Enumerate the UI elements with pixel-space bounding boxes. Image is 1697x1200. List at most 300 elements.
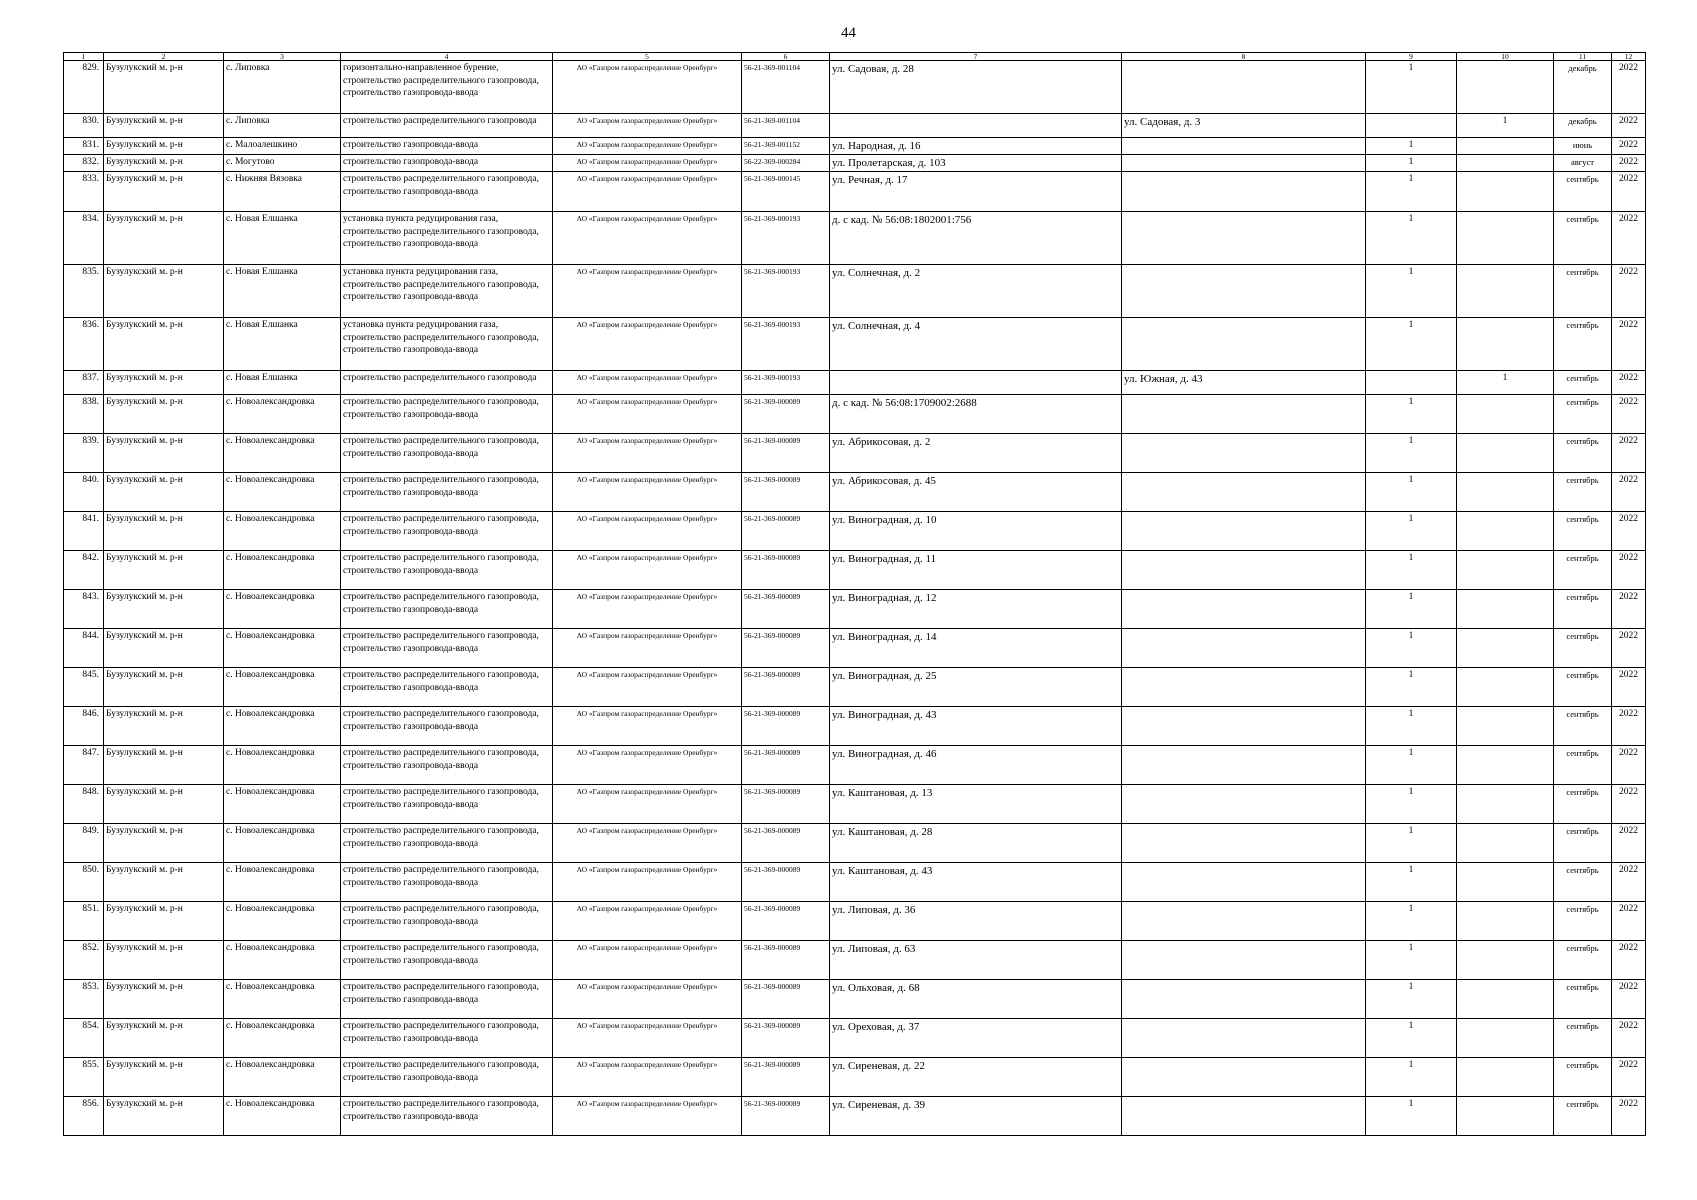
work-type-cell: строительство распределительного газопровода, строительство газопровода-ввода: [341, 1058, 553, 1097]
month-cell: август: [1554, 155, 1612, 172]
month-cell: сентябрь: [1554, 395, 1612, 434]
count-cell: 1: [1366, 473, 1457, 512]
count-cell: 1: [1366, 318, 1457, 371]
count-alt-cell: [1457, 1058, 1554, 1097]
row-number: 830.: [64, 114, 104, 138]
address-cell: ул. Виноградная, д. 11: [830, 551, 1122, 590]
address-cell: [830, 371, 1122, 395]
column-header: 11: [1554, 53, 1612, 61]
month-cell: сентябрь: [1554, 265, 1612, 318]
organization-cell: АО «Газпром газораспределение Оренбург»: [553, 551, 742, 590]
address-cell: ул. Виноградная, д. 12: [830, 590, 1122, 629]
row-number: 845.: [64, 668, 104, 707]
work-type-cell: строительство распределительного газопровода, строительство газопровода-ввода: [341, 746, 553, 785]
column-header: 4: [341, 53, 553, 61]
code-cell: 56-21-369-000089: [742, 590, 830, 629]
count-alt-cell: [1457, 824, 1554, 863]
district-cell: Бузулукский м. р-н: [104, 114, 224, 138]
address-cell: ул. Сиреневая, д. 22: [830, 1058, 1122, 1097]
organization-cell: АО «Газпром газораспределение Оренбург»: [553, 629, 742, 668]
year-cell: 2022: [1612, 371, 1646, 395]
work-type-cell: строительство распределительного газопровода: [341, 371, 553, 395]
row-number: 834.: [64, 212, 104, 265]
address-cell: [830, 114, 1122, 138]
table-row: [64, 707, 1646, 746]
district-cell: Бузулукский м. р-н: [104, 1058, 224, 1097]
count-cell: 1: [1366, 590, 1457, 629]
row-number: 850.: [64, 863, 104, 902]
address-alt-cell: [1122, 902, 1366, 941]
work-type-cell: строительство распределительного газопровода, строительство газопровода-ввода: [341, 707, 553, 746]
organization-cell: АО «Газпром газораспределение Оренбург»: [553, 707, 742, 746]
address-cell: д. с кад. № 56:08:1709002:2688: [830, 395, 1122, 434]
row-number: 852.: [64, 941, 104, 980]
month-cell: сентябрь: [1554, 172, 1612, 212]
organization-cell: АО «Газпром газораспределение Оренбург»: [553, 824, 742, 863]
work-type-cell: строительство распределительного газопровода, строительство газопровода-ввода: [341, 590, 553, 629]
column-header: 7: [830, 53, 1122, 61]
month-cell: декабрь: [1554, 114, 1612, 138]
table-row: [64, 265, 1646, 318]
month-cell: сентябрь: [1554, 371, 1612, 395]
count-alt-cell: [1457, 785, 1554, 824]
code-cell: 56-21-369-000089: [742, 434, 830, 473]
count-alt-cell: [1457, 138, 1554, 155]
code-cell: 56-21-369-000193: [742, 265, 830, 318]
count-alt-cell: [1457, 155, 1554, 172]
code-cell: 56-21-369-000089: [742, 473, 830, 512]
organization-cell: АО «Газпром газораспределение Оренбург»: [553, 155, 742, 172]
year-cell: 2022: [1612, 434, 1646, 473]
month-cell: сентябрь: [1554, 863, 1612, 902]
table-row: [64, 395, 1646, 434]
address-alt-cell: [1122, 590, 1366, 629]
address-cell: ул. Пролетарская, д. 103: [830, 155, 1122, 172]
year-cell: 2022: [1612, 902, 1646, 941]
work-type-cell: строительство распределительного газопровода, строительство газопровода-ввода: [341, 551, 553, 590]
table-row: [64, 155, 1646, 172]
work-type-cell: строительство распределительного газопровода, строительство газопровода-ввода: [341, 902, 553, 941]
work-type-cell: строительство распределительного газопровода, строительство газопровода-ввода: [341, 785, 553, 824]
page-number: 44: [841, 25, 856, 41]
code-cell: 56-21-369-000089: [742, 746, 830, 785]
count-cell: 1: [1366, 512, 1457, 551]
organization-cell: АО «Газпром газораспределение Оренбург»: [553, 371, 742, 395]
year-cell: 2022: [1612, 668, 1646, 707]
organization-cell: АО «Газпром газораспределение Оренбург»: [553, 980, 742, 1019]
month-cell: сентябрь: [1554, 590, 1612, 629]
address-cell: ул. Виноградная, д. 25: [830, 668, 1122, 707]
count-cell: 1: [1366, 902, 1457, 941]
district-cell: Бузулукский м. р-н: [104, 155, 224, 172]
district-cell: Бузулукский м. р-н: [104, 512, 224, 551]
code-cell: 56-21-369-000089: [742, 629, 830, 668]
table-row: [64, 473, 1646, 512]
table-row: [64, 824, 1646, 863]
count-alt-cell: [1457, 902, 1554, 941]
row-number: 843.: [64, 590, 104, 629]
address-cell: ул. Солнечная, д. 2: [830, 265, 1122, 318]
count-alt-cell: [1457, 61, 1554, 114]
count-alt-cell: [1457, 941, 1554, 980]
code-cell: 56-21-369-000089: [742, 863, 830, 902]
address-alt-cell: [1122, 707, 1366, 746]
table-row: [64, 318, 1646, 371]
month-cell: сентябрь: [1554, 980, 1612, 1019]
month-cell: сентябрь: [1554, 824, 1612, 863]
count-alt-cell: [1457, 395, 1554, 434]
year-cell: 2022: [1612, 114, 1646, 138]
table-row: [64, 863, 1646, 902]
table-body: [64, 61, 1646, 1136]
district-cell: Бузулукский м. р-н: [104, 395, 224, 434]
count-alt-cell: [1457, 318, 1554, 371]
table-row: [64, 371, 1646, 395]
row-number: 837.: [64, 371, 104, 395]
district-cell: Бузулукский м. р-н: [104, 668, 224, 707]
address-alt-cell: [1122, 318, 1366, 371]
settlement-cell: с. Могутово: [224, 155, 341, 172]
count-cell: 1: [1366, 395, 1457, 434]
count-cell: 1: [1366, 155, 1457, 172]
address-alt-cell: [1122, 551, 1366, 590]
district-cell: Бузулукский м. р-н: [104, 980, 224, 1019]
work-type-cell: строительство распределительного газопровода, строительство газопровода-ввода: [341, 473, 553, 512]
address-alt-cell: ул. Садовая, д. 3: [1122, 114, 1366, 138]
row-number: 839.: [64, 434, 104, 473]
column-header: 12: [1612, 53, 1646, 61]
year-cell: 2022: [1612, 265, 1646, 318]
settlement-cell: с. Новоалександровка: [224, 746, 341, 785]
district-cell: Бузулукский м. р-н: [104, 434, 224, 473]
work-type-cell: строительство распределительного газопровода, строительство газопровода-ввода: [341, 1019, 553, 1058]
count-cell: 1: [1366, 668, 1457, 707]
district-cell: Бузулукский м. р-н: [104, 785, 224, 824]
address-cell: ул. Виноградная, д. 14: [830, 629, 1122, 668]
count-cell: 1: [1366, 1058, 1457, 1097]
address-cell: ул. Липовая, д. 63: [830, 941, 1122, 980]
district-cell: Бузулукский м. р-н: [104, 629, 224, 668]
settlement-cell: с. Новоалександровка: [224, 434, 341, 473]
table-row: [64, 1019, 1646, 1058]
address-cell: ул. Ольховая, д. 68: [830, 980, 1122, 1019]
address-alt-cell: [1122, 138, 1366, 155]
code-cell: 56-21-369-000089: [742, 1097, 830, 1136]
column-header: 3: [224, 53, 341, 61]
count-alt-cell: [1457, 629, 1554, 668]
count-alt-cell: 1: [1457, 371, 1554, 395]
settlement-cell: с. Новоалександровка: [224, 1019, 341, 1058]
address-cell: ул. Каштановая, д. 43: [830, 863, 1122, 902]
column-header: 10: [1457, 53, 1554, 61]
district-cell: Бузулукский м. р-н: [104, 707, 224, 746]
address-cell: ул. Виноградная, д. 43: [830, 707, 1122, 746]
month-cell: сентябрь: [1554, 785, 1612, 824]
row-number: 838.: [64, 395, 104, 434]
code-cell: 56-21-369-001104: [742, 114, 830, 138]
year-cell: 2022: [1612, 707, 1646, 746]
code-cell: 56-21-369-000089: [742, 824, 830, 863]
row-number: 846.: [64, 707, 104, 746]
code-cell: 56-21-369-000089: [742, 707, 830, 746]
address-alt-cell: [1122, 512, 1366, 551]
district-cell: Бузулукский м. р-н: [104, 746, 224, 785]
column-header: 1: [64, 53, 104, 61]
organization-cell: АО «Газпром газораспределение Оренбург»: [553, 902, 742, 941]
settlement-cell: с. Новоалександровка: [224, 512, 341, 551]
address-alt-cell: [1122, 265, 1366, 318]
table-row: [64, 114, 1646, 138]
address-alt-cell: [1122, 1097, 1366, 1136]
table-row: [64, 212, 1646, 265]
row-number: 856.: [64, 1097, 104, 1136]
code-cell: 56-21-369-000089: [742, 980, 830, 1019]
district-cell: Бузулукский м. р-н: [104, 590, 224, 629]
row-number: 831.: [64, 138, 104, 155]
settlement-cell: с. Новая Елшанка: [224, 371, 341, 395]
count-cell: 1: [1366, 1097, 1457, 1136]
organization-cell: АО «Газпром газораспределение Оренбург»: [553, 1019, 742, 1058]
organization-cell: АО «Газпром газораспределение Оренбург»: [553, 265, 742, 318]
organization-cell: АО «Газпром газораспределение Оренбург»: [553, 138, 742, 155]
district-cell: Бузулукский м. р-н: [104, 1019, 224, 1058]
settlement-cell: с. Новоалександровка: [224, 980, 341, 1019]
work-type-cell: строительство распределительного газопровода, строительство газопровода-ввода: [341, 512, 553, 551]
address-cell: ул. Сиреневая, д. 39: [830, 1097, 1122, 1136]
work-type-cell: строительство газопровода-ввода: [341, 155, 553, 172]
code-cell: 56-21-369-001152: [742, 138, 830, 155]
work-type-cell: строительство распределительного газопровода, строительство газопровода-ввода: [341, 629, 553, 668]
address-cell: ул. Каштановая, д. 28: [830, 824, 1122, 863]
year-cell: 2022: [1612, 590, 1646, 629]
month-cell: декабрь: [1554, 61, 1612, 114]
month-cell: сентябрь: [1554, 902, 1612, 941]
address-cell: ул. Народная, д. 16: [830, 138, 1122, 155]
work-type-cell: установка пункта редуцирования газа, строительство распределительного газопровода, строительство газопровода-ввода: [341, 265, 553, 318]
month-cell: сентябрь: [1554, 1019, 1612, 1058]
year-cell: 2022: [1612, 785, 1646, 824]
table-row: [64, 1097, 1646, 1136]
address-alt-cell: [1122, 863, 1366, 902]
table-row: [64, 746, 1646, 785]
count-cell: 1: [1366, 172, 1457, 212]
count-cell: 1: [1366, 551, 1457, 590]
count-cell: 1: [1366, 61, 1457, 114]
settlement-cell: с. Липовка: [224, 114, 341, 138]
table-row: [64, 629, 1646, 668]
address-cell: ул. Солнечная, д. 4: [830, 318, 1122, 371]
district-cell: Бузулукский м. р-н: [104, 473, 224, 512]
settlement-cell: с. Новоалександровка: [224, 863, 341, 902]
gasification-table: [63, 52, 1646, 1136]
work-type-cell: строительство распределительного газопровода: [341, 114, 553, 138]
month-cell: сентябрь: [1554, 1058, 1612, 1097]
work-type-cell: горизонтально-направленное бурение, строительство распределительного газопровода, строительство газопровода-ввода: [341, 61, 553, 114]
organization-cell: АО «Газпром газораспределение Оренбург»: [553, 172, 742, 212]
count-cell: 1: [1366, 1019, 1457, 1058]
year-cell: 2022: [1612, 155, 1646, 172]
row-number: 836.: [64, 318, 104, 371]
table-row: [64, 980, 1646, 1019]
column-header: 6: [742, 53, 830, 61]
address-alt-cell: ул. Южная, д. 43: [1122, 371, 1366, 395]
column-header: 5: [553, 53, 742, 61]
code-cell: 56-21-369-000089: [742, 785, 830, 824]
row-number: 855.: [64, 1058, 104, 1097]
year-cell: 2022: [1612, 212, 1646, 265]
count-cell: 1: [1366, 980, 1457, 1019]
district-cell: Бузулукский м. р-н: [104, 212, 224, 265]
address-alt-cell: [1122, 473, 1366, 512]
address-alt-cell: [1122, 941, 1366, 980]
address-cell: д. с кад. № 56:08:1802001:756: [830, 212, 1122, 265]
row-number: 844.: [64, 629, 104, 668]
settlement-cell: с. Новая Елшанка: [224, 212, 341, 265]
organization-cell: АО «Газпром газораспределение Оренбург»: [553, 863, 742, 902]
count-cell: 1: [1366, 212, 1457, 265]
year-cell: 2022: [1612, 980, 1646, 1019]
code-cell: 56-21-369-000193: [742, 371, 830, 395]
month-cell: сентябрь: [1554, 707, 1612, 746]
count-alt-cell: [1457, 668, 1554, 707]
settlement-cell: с. Нижняя Вязовка: [224, 172, 341, 212]
address-alt-cell: [1122, 172, 1366, 212]
count-alt-cell: [1457, 1097, 1554, 1136]
district-cell: Бузулукский м. р-н: [104, 265, 224, 318]
month-cell: сентябрь: [1554, 318, 1612, 371]
count-cell: 1: [1366, 785, 1457, 824]
code-cell: 56-21-369-000089: [742, 902, 830, 941]
count-alt-cell: [1457, 434, 1554, 473]
district-cell: Бузулукский м. р-н: [104, 902, 224, 941]
district-cell: Бузулукский м. р-н: [104, 318, 224, 371]
table-row: [64, 138, 1646, 155]
settlement-cell: с. Малоалешкино: [224, 138, 341, 155]
code-cell: 56-21-369-000089: [742, 941, 830, 980]
count-cell: 1: [1366, 863, 1457, 902]
work-type-cell: строительство распределительного газопровода, строительство газопровода-ввода: [341, 395, 553, 434]
code-cell: 56-22-369-000284: [742, 155, 830, 172]
address-alt-cell: [1122, 668, 1366, 707]
settlement-cell: с. Новоалександровка: [224, 629, 341, 668]
year-cell: 2022: [1612, 512, 1646, 551]
row-number: 841.: [64, 512, 104, 551]
count-alt-cell: [1457, 1019, 1554, 1058]
month-cell: сентябрь: [1554, 941, 1612, 980]
settlement-cell: с. Новоалександровка: [224, 941, 341, 980]
row-number: 829.: [64, 61, 104, 114]
address-cell: ул. Виноградная, д. 46: [830, 746, 1122, 785]
year-cell: 2022: [1612, 1019, 1646, 1058]
year-cell: 2022: [1612, 395, 1646, 434]
count-alt-cell: [1457, 512, 1554, 551]
month-cell: сентябрь: [1554, 473, 1612, 512]
month-cell: сентябрь: [1554, 668, 1612, 707]
settlement-cell: с. Новоалександровка: [224, 1097, 341, 1136]
count-alt-cell: 1: [1457, 114, 1554, 138]
address-cell: ул. Липовая, д. 36: [830, 902, 1122, 941]
count-alt-cell: [1457, 863, 1554, 902]
month-cell: сентябрь: [1554, 434, 1612, 473]
code-cell: 56-21-369-000193: [742, 212, 830, 265]
code-cell: 56-21-369-000089: [742, 1058, 830, 1097]
district-cell: Бузулукский м. р-н: [104, 61, 224, 114]
organization-cell: АО «Газпром газораспределение Оренбург»: [553, 473, 742, 512]
work-type-cell: строительство распределительного газопровода, строительство газопровода-ввода: [341, 434, 553, 473]
address-alt-cell: [1122, 824, 1366, 863]
count-alt-cell: [1457, 172, 1554, 212]
address-alt-cell: [1122, 1058, 1366, 1097]
table-row: [64, 668, 1646, 707]
organization-cell: АО «Газпром газораспределение Оренбург»: [553, 668, 742, 707]
settlement-cell: с. Липовка: [224, 61, 341, 114]
code-cell: 56-21-369-000089: [742, 512, 830, 551]
year-cell: 2022: [1612, 61, 1646, 114]
count-cell: 1: [1366, 824, 1457, 863]
year-cell: 2022: [1612, 172, 1646, 212]
column-number-row: [64, 53, 1646, 61]
table-row: [64, 551, 1646, 590]
settlement-cell: с. Новоалександровка: [224, 902, 341, 941]
district-cell: Бузулукский м. р-н: [104, 824, 224, 863]
month-cell: июнь: [1554, 138, 1612, 155]
code-cell: 56-21-369-000089: [742, 395, 830, 434]
count-alt-cell: [1457, 746, 1554, 785]
table-row: [64, 172, 1646, 212]
settlement-cell: с. Новоалександровка: [224, 668, 341, 707]
count-alt-cell: [1457, 212, 1554, 265]
month-cell: сентябрь: [1554, 629, 1612, 668]
work-type-cell: строительство распределительного газопровода, строительство газопровода-ввода: [341, 668, 553, 707]
count-cell: [1366, 371, 1457, 395]
year-cell: 2022: [1612, 824, 1646, 863]
district-cell: Бузулукский м. р-н: [104, 138, 224, 155]
address-alt-cell: [1122, 61, 1366, 114]
settlement-cell: с. Новоалександровка: [224, 551, 341, 590]
district-cell: Бузулукский м. р-н: [104, 551, 224, 590]
work-type-cell: строительство газопровода-ввода: [341, 138, 553, 155]
count-alt-cell: [1457, 707, 1554, 746]
year-cell: 2022: [1612, 941, 1646, 980]
address-alt-cell: [1122, 980, 1366, 1019]
count-cell: 1: [1366, 746, 1457, 785]
settlement-cell: с. Новая Елшанка: [224, 265, 341, 318]
month-cell: сентябрь: [1554, 212, 1612, 265]
code-cell: 56-21-369-000145: [742, 172, 830, 212]
row-number: 835.: [64, 265, 104, 318]
address-cell: ул. Каштановая, д. 13: [830, 785, 1122, 824]
year-cell: 2022: [1612, 551, 1646, 590]
row-number: 854.: [64, 1019, 104, 1058]
column-header: 8: [1122, 53, 1366, 61]
table-row: [64, 434, 1646, 473]
row-number: 832.: [64, 155, 104, 172]
address-cell: ул. Ореховая, д. 37: [830, 1019, 1122, 1058]
month-cell: сентябрь: [1554, 551, 1612, 590]
address-cell: ул. Абрикосовая, д. 2: [830, 434, 1122, 473]
address-cell: ул. Садовая, д. 28: [830, 61, 1122, 114]
settlement-cell: с. Новоалександровка: [224, 824, 341, 863]
work-type-cell: строительство распределительного газопровода, строительство газопровода-ввода: [341, 172, 553, 212]
work-type-cell: строительство распределительного газопровода, строительство газопровода-ввода: [341, 863, 553, 902]
organization-cell: АО «Газпром газораспределение Оренбург»: [553, 746, 742, 785]
settlement-cell: с. Новоалександровка: [224, 590, 341, 629]
count-cell: 1: [1366, 265, 1457, 318]
code-cell: 56-21-369-001104: [742, 61, 830, 114]
work-type-cell: строительство распределительного газопровода, строительство газопровода-ввода: [341, 824, 553, 863]
code-cell: 56-21-369-000193: [742, 318, 830, 371]
organization-cell: АО «Газпром газораспределение Оренбург»: [553, 61, 742, 114]
